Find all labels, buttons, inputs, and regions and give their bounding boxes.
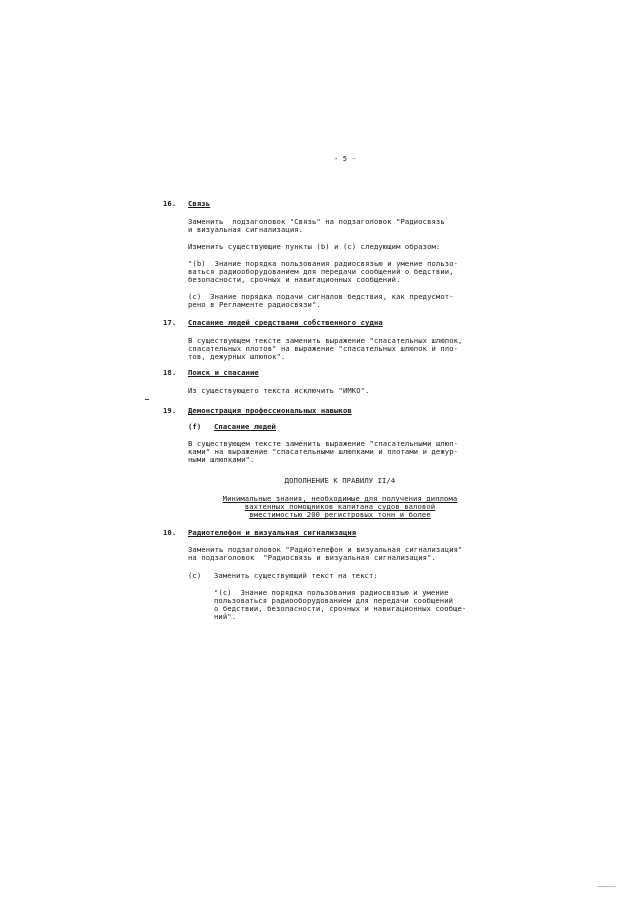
section-10-number: 10. [163,528,177,537]
section-18-p1: Из существующего текста исключить "ИМКО". [188,386,370,395]
margin-mark [145,399,149,400]
page-number: - 5 - [333,154,357,163]
section-19-sub-title: Спасание людей [214,422,276,431]
section-19-number: 19. [163,406,177,415]
section-17-title: Спасание людей средствами собственного судна [188,318,383,327]
section-17-p1-line2: спасательных плотов" на выражение "спасательных шлюпок и пло- [188,344,459,353]
section-16-p4-line1: (c) Знание порядка подачи сигналов бедствия, как предусмот- [188,292,454,301]
section-19-p1-line1: В существующем тексте заменить выражение "спасательными шлюп- [188,439,459,448]
section-19-title: Демонстрация профессиональных навыков [188,406,352,415]
section-17-p1-line1: В существующем тексте заменить выражение "спасательных шлюпок, [188,336,463,345]
section-10-quote-line4: ний". [214,612,237,621]
section-16-p1-line2: и визуальная сигнализация. [188,225,304,234]
section-16-p3-line1: "(b) Знание порядка пользования радиосвязью и умение пользо- [188,259,459,268]
section-16-p2: Изменить существующие пункты (b) и (c) следующим образом: [188,242,441,251]
section-16-title: Связь [188,199,211,208]
section-16-number: 16. [163,199,177,208]
appendix-subheading-line2: вахтенных помощников капитана судов валовой [244,502,436,511]
section-18-number: 18. [163,368,177,377]
appendix-subheading-line3: вместимостью 200 регистровых тонн и более [249,510,431,519]
section-16-p4-line2: рено в Регламенте радиосвязи". [188,300,321,309]
section-10-sub-text: Заменить существующий текст на текст: [214,571,378,580]
section-10-title: Радиотелефон и визуальная сигнализация [188,528,357,537]
section-19-p1-line3: ными шлюпками". [188,455,255,464]
scan-mark [597,886,615,887]
section-10-quote-line3: о бедствии, безопасности, срочных и навигационных сообще- [214,604,467,613]
section-16-p1-line1: Заменить подзаголовок "Связь" на подзаголовок "Радиосвязь [188,217,445,226]
appendix-subheading-line1: Минимальные знания, необходимые для получения диплома [222,494,458,503]
section-16-p3-line3: безопасности, срочных и навигационных сообщений. [188,275,401,284]
section-10-p1-line2: на подзаголовок "Радиосвязь и визуальная сигнализация". [188,553,436,562]
section-10-p1-line1: Заменить подзаголовок "Радиотелефон и визуальная сигнализация" [188,545,463,554]
section-16-p3-line2: ваться радиооборудованием для передачи сообщений о бедствии, [188,267,454,276]
section-18-title: Поиск и спасание [188,368,259,377]
section-19-sub-letter: (f) [188,422,202,431]
section-10-quote-line2: пользоваться радиооборудованием для передачи сообщений [214,596,454,605]
section-10-quote-line1: "(c) Знание порядка пользования радиосвязью и умение [214,588,449,597]
appendix-heading: ДОПОЛНЕНИЕ К ПРАВИЛУ II/4 [284,476,396,485]
section-10-sub-letter: (c) [188,571,202,580]
section-17-p1-line3: тов, дежурных шлюпок". [188,352,286,361]
section-19-p1-line2: ками" на выражение "спасательными шлюпками и плотами и дежур- [188,447,459,456]
section-17-number: 17. [163,318,177,327]
